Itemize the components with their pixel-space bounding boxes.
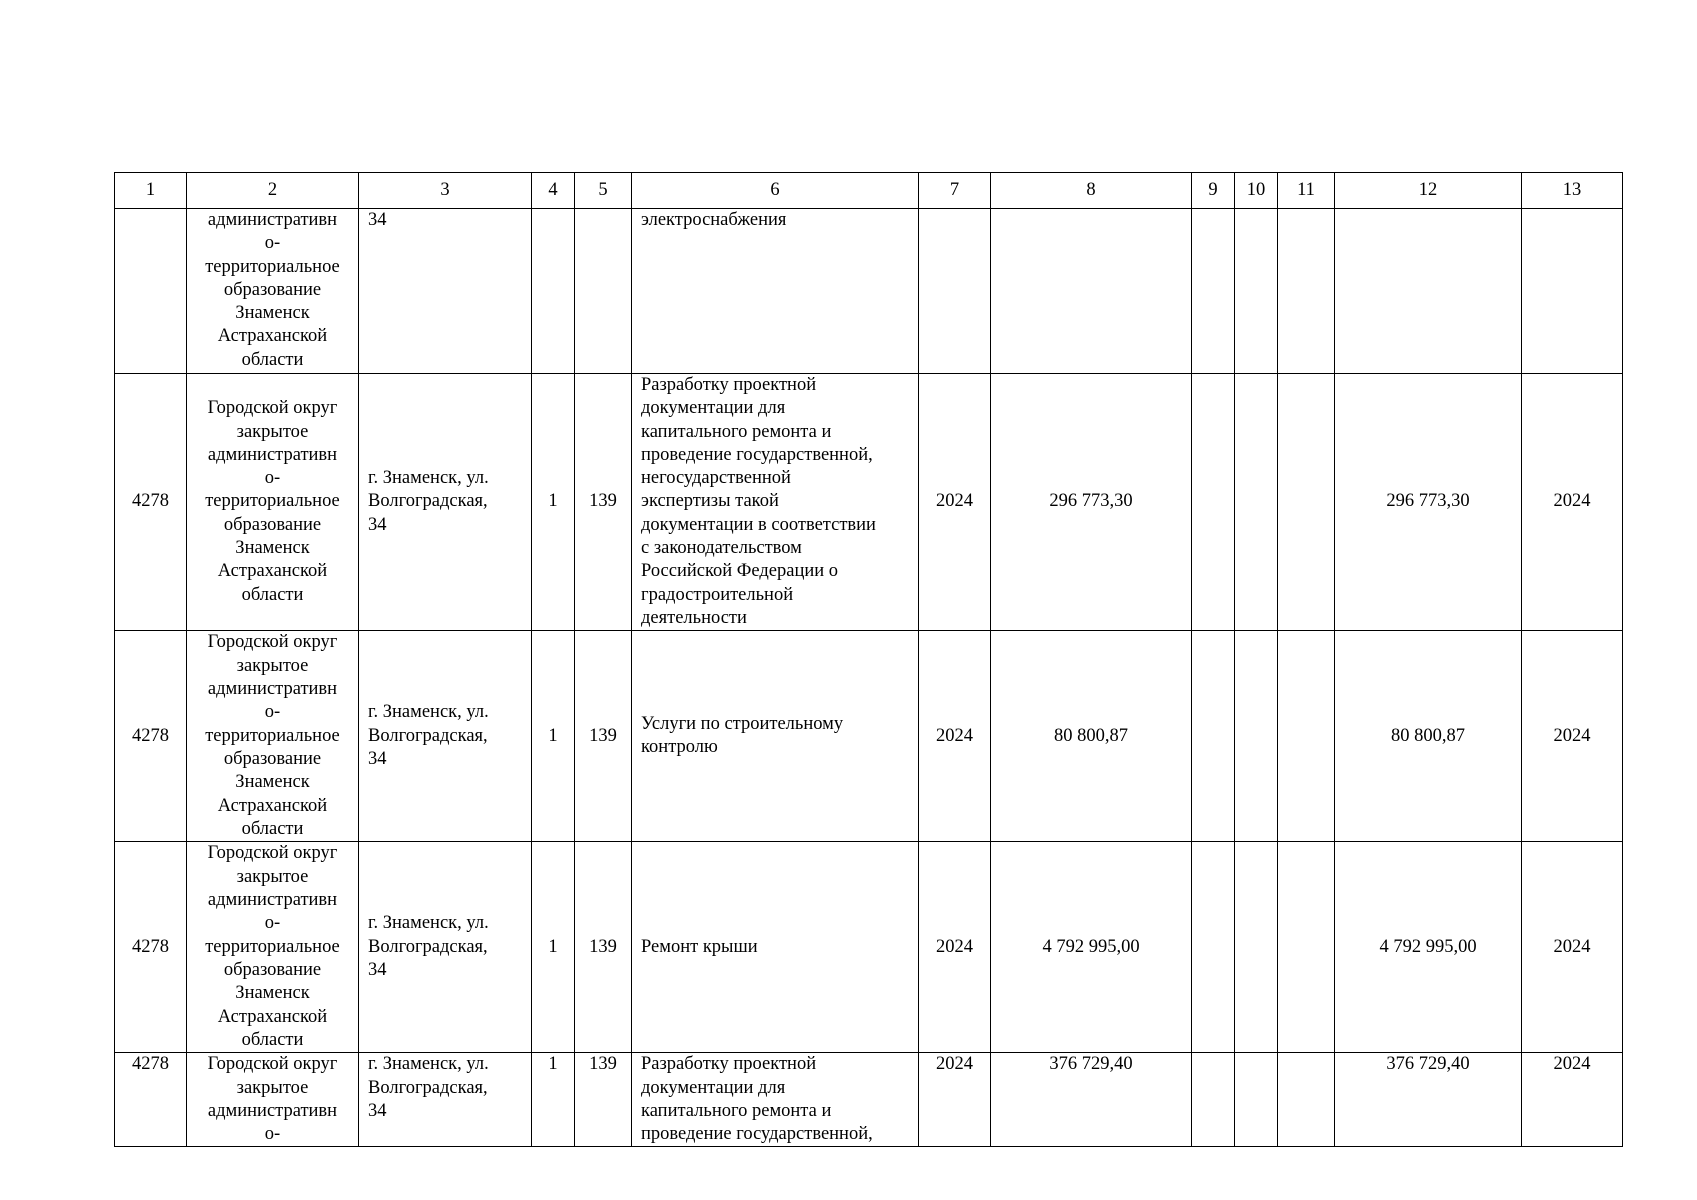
cell-address: г. Знаменск, ул. Волгоградская, 34: [359, 842, 532, 1053]
cell-col-9: [1192, 374, 1235, 631]
cell-work-description: электроснабжения: [632, 209, 919, 374]
cell-code: 139: [575, 374, 632, 631]
cell-col-11: [1278, 209, 1335, 374]
cell-deadline-year: [1522, 209, 1623, 374]
cell-amount-total: 80 800,87: [1335, 631, 1522, 842]
cell-col-11: [1278, 1053, 1335, 1147]
cell-year: 2024: [919, 842, 991, 1053]
table-row: [115, 209, 1623, 374]
cell-amount: [991, 209, 1192, 374]
cell-address: г. Знаменск, ул. Волгоградская, 34: [359, 631, 532, 842]
cell-work-description: Услуги по строительному контролю: [632, 631, 919, 842]
table-row: [115, 842, 1623, 1053]
cell-address: г. Знаменск, ул. Волгоградская, 34: [359, 1053, 532, 1147]
header-col-3: 3: [359, 173, 532, 209]
cell-col-10: [1235, 209, 1278, 374]
header-col-9: 9: [1192, 173, 1235, 209]
header-col-12: 12: [1335, 173, 1522, 209]
cell-amount: 376 729,40: [991, 1053, 1192, 1147]
cell-work-description: Разработку проектной документации для капитального ремонта и проведение государственной, негосударственной экспертизы такой документации в соответствии с законодательством Российской Федерации о градостроительной деятельности: [632, 374, 919, 631]
table-row: [115, 374, 1623, 631]
table-row: [115, 631, 1623, 842]
cell-deadline-year: 2024: [1522, 631, 1623, 842]
cell-row-number: 4278: [115, 842, 187, 1053]
header-col-7: 7: [919, 173, 991, 209]
cell-row-number: [115, 209, 187, 374]
header-col-13: 13: [1522, 173, 1623, 209]
header-col-8: 8: [991, 173, 1192, 209]
header-col-4: 4: [532, 173, 575, 209]
header-col-2: 2: [187, 173, 359, 209]
cell-col-10: [1235, 1053, 1278, 1147]
cell-amount-total: 4 792 995,00: [1335, 842, 1522, 1053]
cell-col-11: [1278, 374, 1335, 631]
cell-work-description: Ремонт крыши: [632, 842, 919, 1053]
header-col-1: 1: [115, 173, 187, 209]
cell-amount-total: [1335, 209, 1522, 374]
cell-municipality: Городской округ закрытое административн о- территориальное образование Знаменск Астраханской области: [187, 842, 359, 1053]
cell-municipality: Городской округ закрытое административн о-: [187, 1053, 359, 1147]
header-col-6: 6: [632, 173, 919, 209]
cell-row-number: 4278: [115, 631, 187, 842]
cell-deadline-year: 2024: [1522, 374, 1623, 631]
cell-col-11: [1278, 842, 1335, 1053]
cell-col-10: [1235, 631, 1278, 842]
cell-work-description: Разработку проектной документации для капитального ремонта и проведение государственной,: [632, 1053, 919, 1147]
cell-row-number: 4278: [115, 1053, 187, 1147]
cell-address: 34: [359, 209, 532, 374]
cell-year: [919, 209, 991, 374]
header-col-10: 10: [1235, 173, 1278, 209]
cell-col-9: [1192, 209, 1235, 374]
cell-row-number: 4278: [115, 374, 187, 631]
cell-amount: 80 800,87: [991, 631, 1192, 842]
cell-deadline-year: 2024: [1522, 1053, 1623, 1147]
cell-year: 2024: [919, 631, 991, 842]
cell-count: 1: [532, 842, 575, 1053]
table-row: [115, 1053, 1623, 1147]
cell-year: 2024: [919, 374, 991, 631]
cell-col-10: [1235, 374, 1278, 631]
cell-count: 1: [532, 374, 575, 631]
budget-table: [114, 172, 1623, 1147]
cell-amount-total: 376 729,40: [1335, 1053, 1522, 1147]
header-row: [115, 173, 1623, 209]
cell-amount: 4 792 995,00: [991, 842, 1192, 1053]
cell-municipality: Городской округ закрытое административн о- территориальное образование Знаменск Астраханской области: [187, 374, 359, 631]
cell-municipality: Городской округ закрытое административн о- территориальное образование Знаменск Астраханской области: [187, 631, 359, 842]
cell-col-10: [1235, 842, 1278, 1053]
cell-municipality: административн о- территориальное образование Знаменск Астраханской области: [187, 209, 359, 374]
cell-col-9: [1192, 842, 1235, 1053]
cell-count: 1: [532, 631, 575, 842]
cell-address: г. Знаменск, ул. Волгоградская, 34: [359, 374, 532, 631]
cell-amount: 296 773,30: [991, 374, 1192, 631]
cell-col-9: [1192, 631, 1235, 842]
cell-code: 139: [575, 1053, 632, 1147]
cell-count: [532, 209, 575, 374]
cell-year: 2024: [919, 1053, 991, 1147]
header-col-5: 5: [575, 173, 632, 209]
cell-count: 1: [532, 1053, 575, 1147]
header-col-11: 11: [1278, 173, 1335, 209]
table-body: [115, 173, 1623, 1147]
cell-deadline-year: 2024: [1522, 842, 1623, 1053]
cell-col-11: [1278, 631, 1335, 842]
cell-col-9: [1192, 1053, 1235, 1147]
cell-code: [575, 209, 632, 374]
cell-amount-total: 296 773,30: [1335, 374, 1522, 631]
cell-code: 139: [575, 842, 632, 1053]
cell-code: 139: [575, 631, 632, 842]
